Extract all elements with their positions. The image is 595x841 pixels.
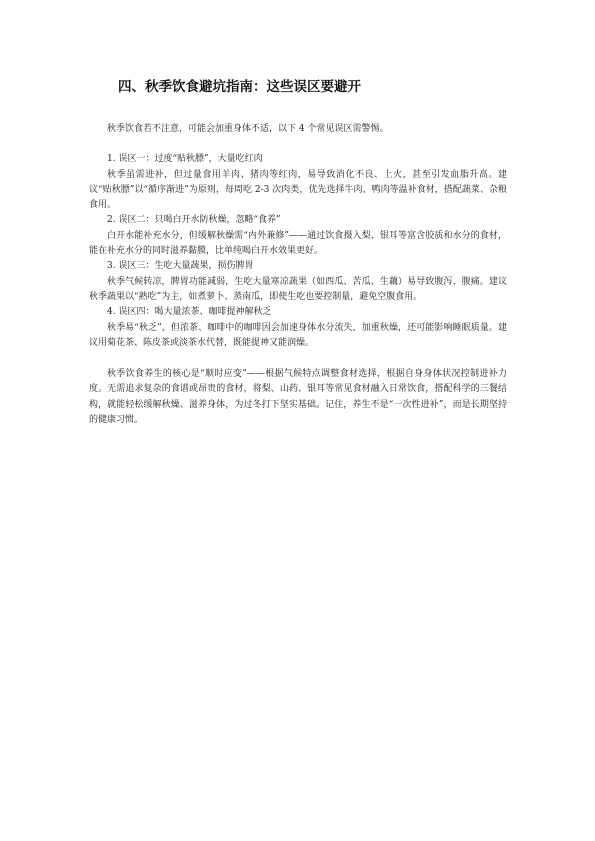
- pitfall-heading-1: 1. 误区一：过度“贴秋膘”，大量吃红肉: [107, 154, 263, 165]
- pitfall-body-3: 秋季气候转凉，脾胃功能减弱，生吃大量寒凉蔬果（如西瓜、苦瓜、生藕）易导致腹泻、腹痛。建议秋季蔬果以“熟吃”为主，如煮萝卜、蒸南瓜，即使生吃也要控制量，避免空腹食用。: [89, 276, 507, 302]
- section-title: 四、秋季饮食避坑指南：这些误区要避开: [118, 79, 361, 95]
- pitfall-body-2: 白开水能补充水分，但缓解秋燥需“内外兼修”——通过饮食摄入梨、银耳等富含胶质和水分的食材，能在补充水分的同时滋养黏膜，比单纯喝白开水效果更好。: [89, 230, 507, 257]
- document-body: [89, 122, 507, 428]
- pitfall-heading-2: 2. 误区二：只喝白开水防秋燥，忽略“食养”: [107, 215, 281, 226]
- summary-paragraph: 秋季饮食养生的核心是“顺时应变”——根据气候特点调整食材选择，根据自身身体状况控制进补力度。无需追求复杂的食谱或昂贵的食材，将梨、山药、银耳等常见食材融入日常饮食，搭配科学的三餐结构，就能轻松缓解秋燥、滋养身体，为过冬打下坚实基础。记住，养生不是“一次性进补”，而是长期坚持的健康习惯。: [89, 369, 507, 426]
- pitfall-heading-4: 4. 误区四：喝大量浓茶、咖啡提神解秋乏: [107, 307, 272, 318]
- intro-paragraph: 秋季饮食若不注意，可能会加重身体不适，以下 4 个常见误区需警惕。: [107, 124, 389, 134]
- pitfall-heading-3: 3. 误区三：生吃大量蔬果，损伤脾胃: [107, 261, 254, 272]
- pitfall-body-4: 秋季易“秋乏”，但浓茶、咖啡中的咖啡因会加速身体水分流失，加重秋燥，还可能影响睡眠质量。建议用菊花茶、陈皮茶或淡茶水代替，既能提神又能润燥。: [89, 322, 507, 348]
- pitfall-body-1: 秋季虽需进补，但过量食用羊肉、猪肉等红肉，易导致消化不良、上火，甚至引发血脂升高。建议“贴秋膘”以“循序渐进”为原则，每周吃 2-3 次肉类，优先选择牛肉、鸭肉等温补食材，搭配蔬菜、杂粮食用。: [89, 169, 507, 211]
